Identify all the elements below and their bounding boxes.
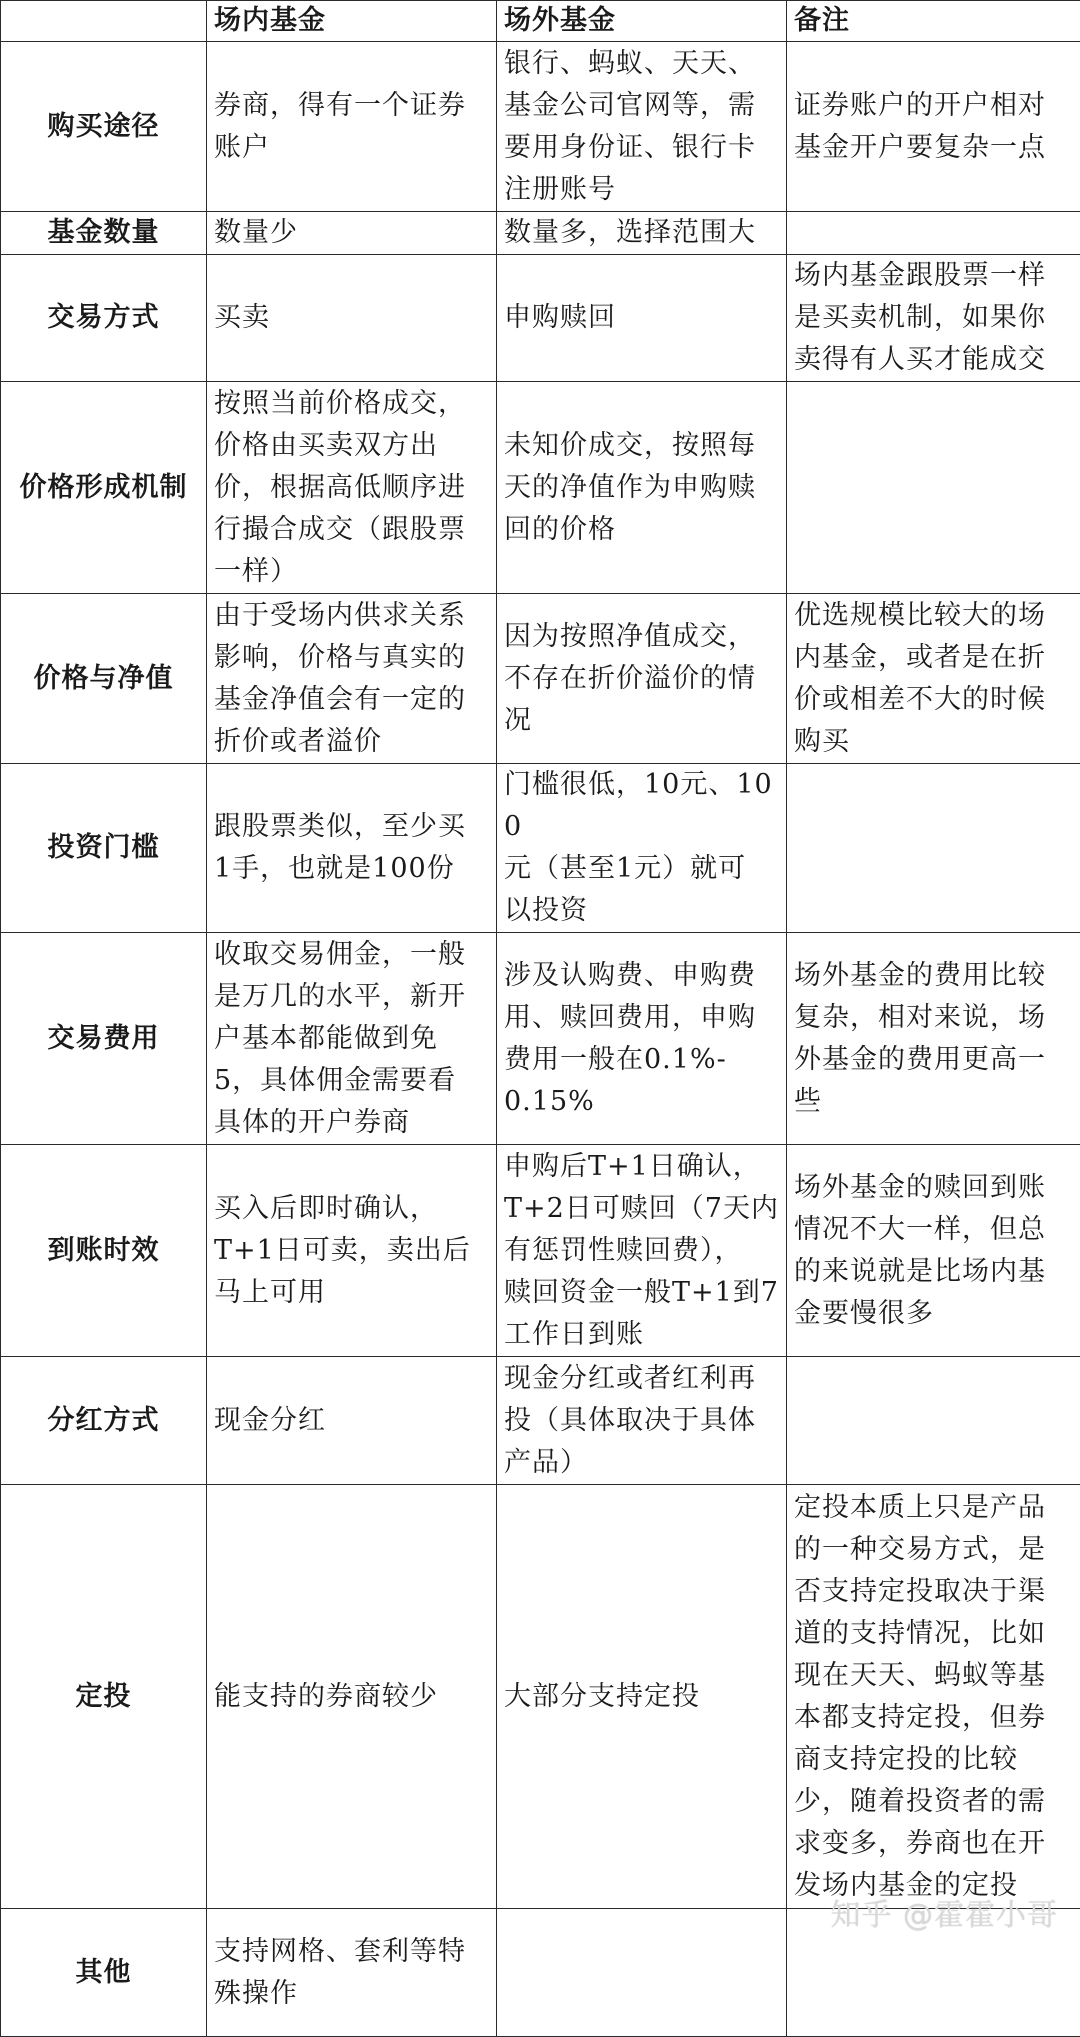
cell-onexchange: 买入后即时确认， T+1日可卖，卖出后 马上可用: [207, 1145, 497, 1357]
table-row: [1, 594, 1080, 764]
cell-offexchange: 申购后T+1日确认， T+2日可赎回（7天内 有惩罚性赎回费）， 赎回资金一般T+1到7 工作日到账: [497, 1145, 787, 1357]
cell-onexchange: 按照当前价格成交， 价格由买卖双方出 价，根据高低顺序进 行撮合成交（跟股票 一样）: [207, 382, 497, 594]
cell-onexchange: 由于受场内供求关系 影响，价格与真实的 基金净值会有一定的 折价或者溢价: [207, 594, 497, 764]
cell-notes: 场内基金跟股票一样 是买卖机制，如果你 卖得有人买才能成交: [787, 255, 1080, 382]
cell-notes: 场外基金的费用比较 复杂，相对来说，场 外基金的费用更高一 些: [787, 933, 1080, 1145]
row-label: 购买途径: [1, 42, 207, 212]
table-row: [1, 1357, 1080, 1485]
table-row: [1, 42, 1080, 212]
table-header: [1, 1, 1080, 42]
table-row: [1, 764, 1080, 933]
cell-onexchange: 跟股票类似，至少买 1手，也就是100份: [207, 764, 497, 933]
row-label: 交易方式: [1, 255, 207, 382]
table-row: [1, 1485, 1080, 1909]
cell-onexchange: 收取交易佣金，一般 是万几的水平，新开 户基本都能做到免 5，具体佣金需要看 具体的开户券商: [207, 933, 497, 1145]
cell-onexchange: 支持网格、套利等特 殊操作: [207, 1909, 497, 2037]
cell-onexchange: 买卖: [207, 255, 497, 382]
cell-notes: [787, 212, 1080, 255]
row-label: 价格与净值: [1, 594, 207, 764]
row-label: 交易费用: [1, 933, 207, 1145]
cell-offexchange: 大部分支持定投: [497, 1485, 787, 1909]
table-row: [1, 933, 1080, 1145]
cell-notes: 证券账户的开户相对 基金开户要复杂一点: [787, 42, 1080, 212]
row-label: 其他: [1, 1909, 207, 2037]
cell-offexchange: 因为按照净值成交， 不存在折价溢价的情 况: [497, 594, 787, 764]
table-row: [1, 255, 1080, 382]
cell-offexchange: 涉及认购费、申购费 用、赎回费用，申购 费用一般在0.1%- 0.15%: [497, 933, 787, 1145]
cell-offexchange: 银行、蚂蚁、天天、 基金公司官网等，需 要用身份证、银行卡 注册账号: [497, 42, 787, 212]
header-offexchange: 场外基金: [497, 1, 787, 42]
cell-notes: [787, 764, 1080, 933]
table-row: [1, 382, 1080, 594]
cell-onexchange: 现金分红: [207, 1357, 497, 1485]
cell-onexchange: 券商，得有一个证券 账户: [207, 42, 497, 212]
cell-notes: [787, 1357, 1080, 1485]
cell-offexchange: 数量多，选择范围大: [497, 212, 787, 255]
cell-offexchange: 未知价成交，按照每 天的净值作为申购赎 回的价格: [497, 382, 787, 594]
cell-notes: 定投本质上只是产品 的一种交易方式，是 否支持定投取决于渠 道的支持情况，比如 现在天天、蚂蚁等基 本都支持定投，但券 商支持定投的比较 少，随着投资者的需 求变多，券商也在开 发场内基金的定投: [787, 1485, 1080, 1909]
header-notes: 备注: [787, 1, 1080, 42]
header-row: [1, 1, 1080, 42]
cell-notes: 优选规模比较大的场 内基金，或者是在折 价或相差不大的时候 购买: [787, 594, 1080, 764]
row-label: 分红方式: [1, 1357, 207, 1485]
cell-onexchange: 能支持的券商较少: [207, 1485, 497, 1909]
cell-onexchange: 数量少: [207, 212, 497, 255]
row-label: 价格形成机制: [1, 382, 207, 594]
row-label: 投资门槛: [1, 764, 207, 933]
table-body: [1, 42, 1080, 2037]
cell-notes: [787, 1909, 1080, 2037]
table-row: [1, 1145, 1080, 1357]
cell-offexchange: 门槛很低，10元、100 元（甚至1元）就可 以投资: [497, 764, 787, 933]
cell-offexchange: [497, 1909, 787, 2037]
cell-offexchange: 申购赎回: [497, 255, 787, 382]
header-onexchange: 场内基金: [207, 1, 497, 42]
row-label: 定投: [1, 1485, 207, 1909]
zhihu-watermark: 知乎 @霍霍小哥: [830, 1890, 1058, 1934]
table-row: [1, 1909, 1080, 2037]
cell-notes: 场外基金的赎回到账 情况不大一样，但总 的来说就是比场内基 金要慢很多: [787, 1145, 1080, 1357]
cell-notes: [787, 382, 1080, 594]
table-row: [1, 212, 1080, 255]
header-corner: [1, 1, 207, 42]
row-label: 基金数量: [1, 212, 207, 255]
cell-offexchange: 现金分红或者红利再 投（具体取决于具体 产品）: [497, 1357, 787, 1485]
row-label: 到账时效: [1, 1145, 207, 1357]
